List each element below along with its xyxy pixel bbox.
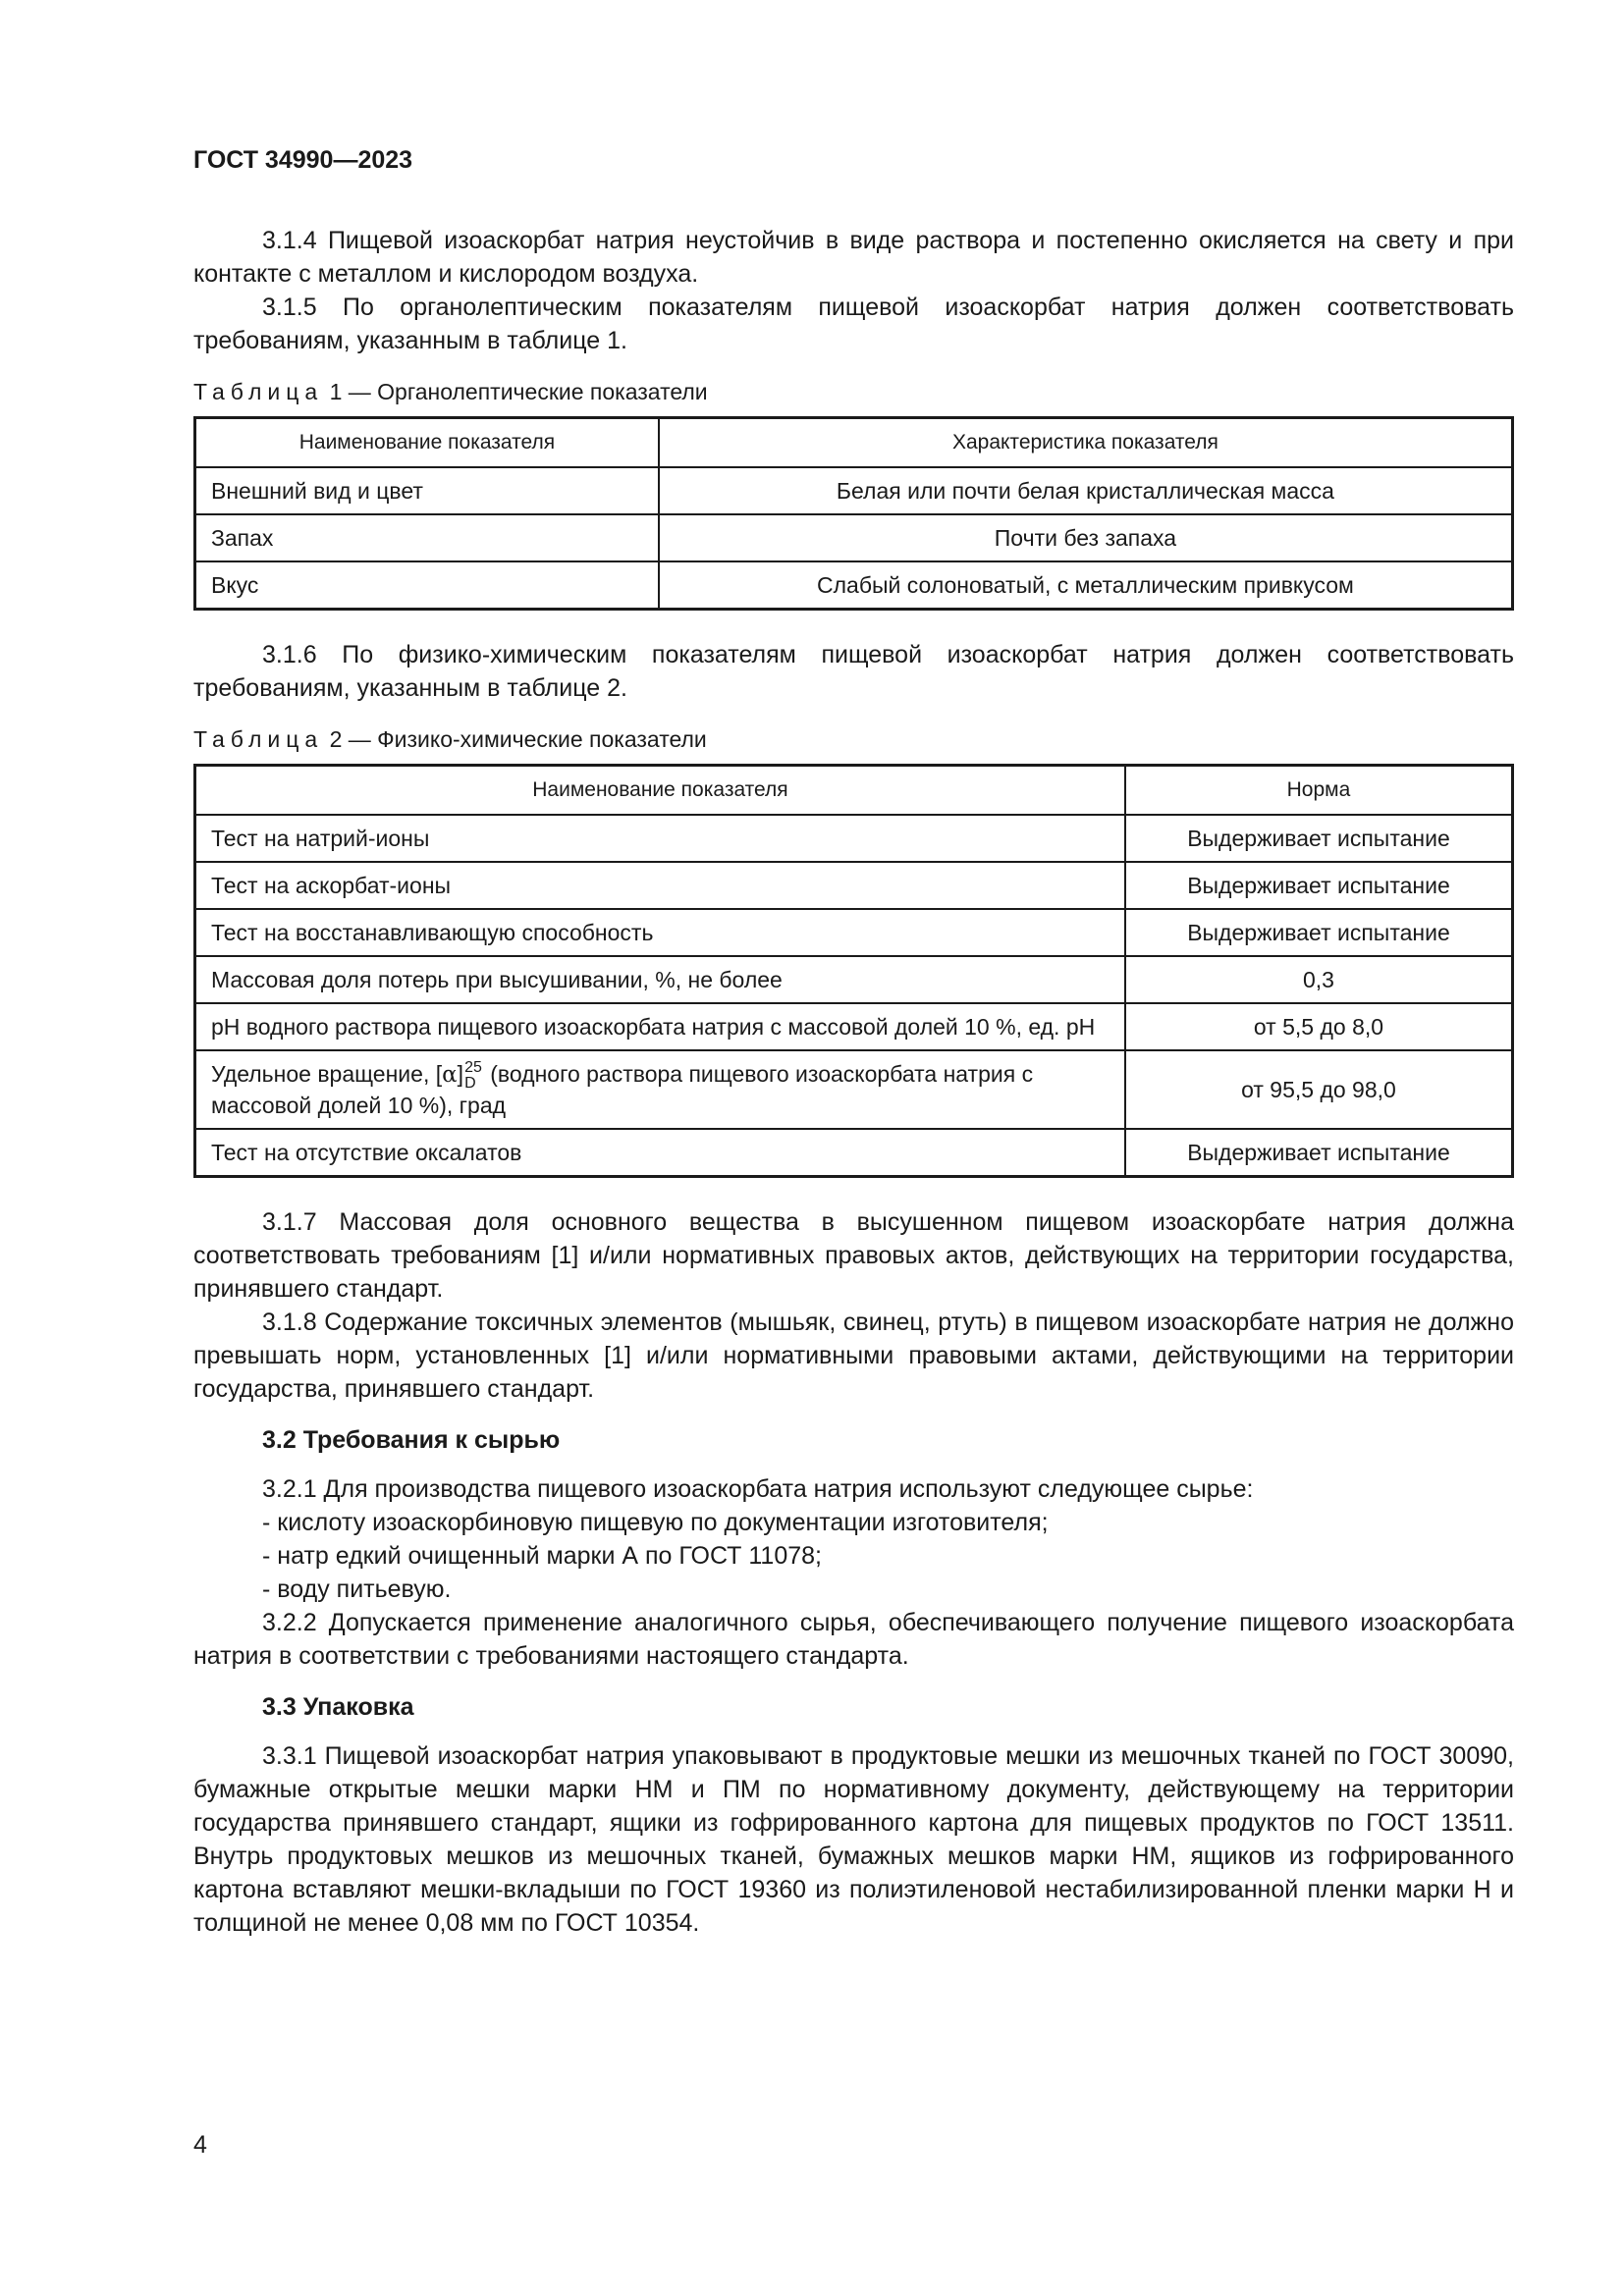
paragraph-3-1-4: 3.1.4 Пищевой изоаскорбат натрия неустойчив в виде раствора и постепенно окисляется на свету и при контакте с металлом и кислородом воздуха. [193, 227, 1514, 288]
table-header-cell: Норма [1125, 766, 1513, 816]
table-cell-norm: Выдерживает испытание [1125, 1129, 1513, 1177]
table-row [195, 1003, 1513, 1050]
table-header-cell: Наименование показателя [195, 418, 659, 468]
table-1-caption-title: 1 — Органолептические показатели [329, 379, 708, 404]
rotation-bracket-open: [ [435, 1061, 443, 1088]
paragraph-3-1-8: 3.1.8 Содержание токсичных элементов (мышьяк, свинец, ртуть) в пищевом изоаскорбате натрия не должно превышать норм, установленных [1] и/или нормативными правовыми актами, действующими на территории государства, принявшего стандарт. [193, 1308, 1514, 1403]
table-physicochemical [193, 764, 1514, 1178]
table-cell-indicator: Тест на восстанавливающую способность [195, 909, 1125, 956]
list-item: - воду питьевую. [262, 1575, 452, 1603]
table-cell-norm: Выдерживает испытание [1125, 909, 1513, 956]
table-cell-indicator: Запах [195, 514, 659, 561]
table-2-caption [193, 724, 1514, 754]
paragraph-3-1-6: 3.1.6 По физико-химическим показателям пищевой изоаскорбат натрия должен соответствовать требованиям, указанным в таблице 2. [193, 641, 1514, 702]
paragraph-3-2-1: 3.2.1 Для производства пищевого изоаскорбата натрия используют следующее сырье: [262, 1475, 1254, 1503]
table-row [195, 909, 1513, 956]
page-number: 4 [193, 2131, 207, 2159]
table-cell-norm: Выдерживает испытание [1125, 815, 1513, 862]
table-row [195, 862, 1513, 909]
section-3-2-title: 3.2 Требования к сырью [262, 1426, 561, 1454]
table-1-caption [193, 377, 1514, 406]
table-cell-norm: от 95,5 до 98,0 [1125, 1050, 1513, 1129]
sodium-d-line-subscript: D [464, 1075, 476, 1092]
rotation-suffix: (водного раствора пищевого изоаскорбата натрия с массовой долей 10 %), град [211, 1061, 1034, 1118]
table-cell-indicator: Тест на натрий-ионы [195, 815, 1125, 862]
list-item: - натр едкий очищенный марки А по ГОСТ 11078; [262, 1542, 822, 1570]
rotation-indices [464, 1060, 482, 1092]
table-row [195, 815, 1513, 862]
rotation-prefix: Удельное вращение, [211, 1061, 436, 1088]
table-header-cell: Характеристика показателя [659, 418, 1513, 468]
paragraph-3-3-1: 3.3.1 Пищевой изоаскорбат натрия упаковывают в продуктовые мешки из мешочных тканей по ГОСТ 30090, бумажные открытые мешки марки НМ и ПМ по нормативному документу, действующему на территории государства принявшего стандарт, ящики из гофрированного картона для пищевых продуктов по ГОСТ 13511. Внутрь продуктовых мешков из мешочных тканей, бумажных мешков марки НМ, ящиков из гофрированного картона вставляют мешки-вкладыши по ГОСТ 19360 из полиэтиленовой нестабилизированной пленки марки Н и толщиной не менее 0,08 мм по ГОСТ 10354. [193, 1742, 1514, 1937]
table-cell-indicator: Вкус [195, 561, 659, 610]
table-cell-indicator: Массовая доля потерь при высушивании, %, не более [195, 956, 1125, 1003]
alpha-symbol: α [442, 1062, 458, 1089]
table-cell-indicator-rotation [195, 1050, 1125, 1129]
table-cell-value: Слабый солоноватый, с металлическим привкусом [659, 561, 1513, 610]
table-row [195, 561, 1513, 610]
table-cell-value: Белая или почти белая кристаллическая масса [659, 467, 1513, 514]
table-organoleptic [193, 416, 1514, 611]
table-cell-indicator: рН водного раствора пищевого изоаскорбата натрия с массовой долей 10 %, ед. рН [195, 1003, 1125, 1050]
table-cell-value: Почти без запаха [659, 514, 1513, 561]
table-cell-indicator: Внешний вид и цвет [195, 467, 659, 514]
table-cell-norm: от 5,5 до 8,0 [1125, 1003, 1513, 1050]
table-cell-indicator: Тест на отсутствие оксалатов [195, 1129, 1125, 1177]
table-row [195, 467, 1513, 514]
list-item: - кислоту изоаскорбиновую пищевую по документации изготовителя; [262, 1509, 1049, 1536]
table-row [195, 956, 1513, 1003]
table-header-cell: Наименование показателя [195, 766, 1125, 816]
table-1-caption-word: Таблица [193, 379, 324, 404]
section-3-3-title: 3.3 Упаковка [262, 1693, 414, 1721]
table-row [195, 1050, 1513, 1129]
table-header-row [195, 766, 1513, 816]
table-2-caption-title: 2 — Физико-химические показатели [329, 726, 707, 752]
table-header-row [195, 418, 1513, 468]
paragraph-3-1-5: 3.1.5 По органолептическим показателям пищевой изоаскорбат натрия должен соответствовать требованиям, указанным в таблице 1. [193, 294, 1514, 354]
table-cell-indicator: Тест на аскорбат-ионы [195, 862, 1125, 909]
table-cell-norm: Выдерживает испытание [1125, 862, 1513, 909]
rotation-bracket-close: ] [457, 1061, 464, 1088]
table-row [195, 1129, 1513, 1177]
table-row [195, 514, 1513, 561]
temperature-superscript: 25 [464, 1059, 482, 1076]
table-cell-norm: 0,3 [1125, 956, 1513, 1003]
table-2-caption-word: Таблица [193, 726, 324, 752]
paragraph-3-2-2: 3.2.2 Допускается применение аналогичного сырья, обеспечивающего получение пищевого изоаскорбата натрия в соответствии с требованиями настоящего стандарта. [193, 1609, 1514, 1670]
page-content [193, 145, 1514, 1940]
document-id-header: ГОСТ 34990—2023 [193, 146, 413, 174]
paragraph-3-1-7: 3.1.7 Массовая доля основного вещества в высушенном пищевом изоаскорбате натрия должна соответствовать требованиям [1] и/или нормативных правовых актов, действующих на территории государства, принявшего стандарт. [193, 1208, 1514, 1303]
